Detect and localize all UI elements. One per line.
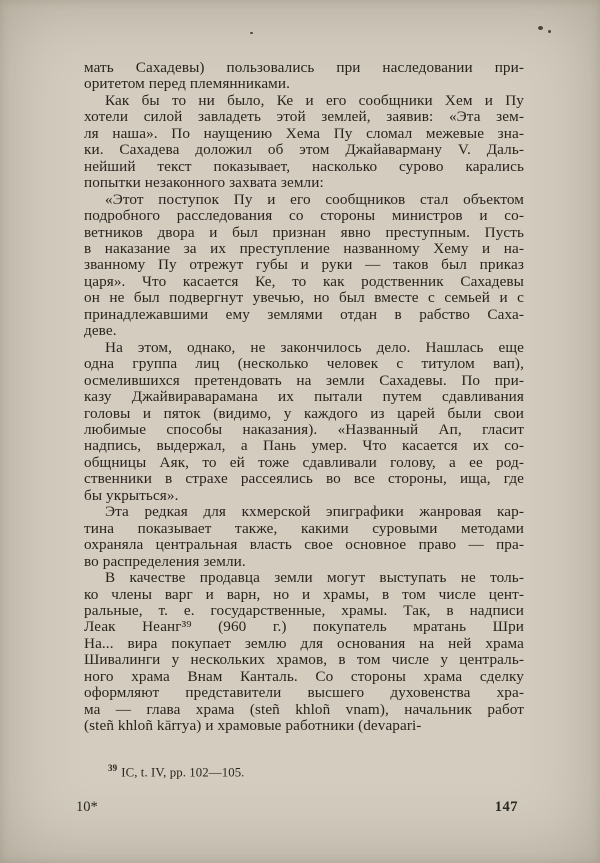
text-line: деве. [84, 322, 117, 340]
text-line: званному Пу отрежут губы и руки — таков был приказ [84, 256, 524, 274]
text-line: охраняла центральная власть свое основное право — пра- [84, 536, 524, 554]
text-line: казу Джайвираварамана их пытали путем сдавливания [84, 388, 524, 406]
text-block [84, 60, 524, 735]
text-line: царя». Что касается Ке, то как родственник Сахадевы [84, 272, 524, 290]
text-line: ного храма Внам Канталь. Со стороны храма сделку [84, 667, 524, 685]
text-line: тина показывает также, какими суровыми методами [84, 519, 524, 537]
text-line: Леак Неанг³⁹ (960 г.) покупатель мратань Шри [84, 618, 524, 636]
text-line: На... вира покупает землю для основания на ней храма [84, 634, 524, 652]
text-line: ки. Сахадева доложил об этом Джайаварману V. Даль- [84, 141, 524, 159]
text-line: (steñ khloñ kārrya) и храмовые работники (devapari- [84, 717, 422, 735]
text-line: Как бы то ни было, Ке и его сообщники Хем и Пу [105, 91, 524, 109]
footnote-marker: 39 [108, 763, 118, 773]
scan-artifact [250, 32, 253, 34]
signature-mark: 10* [76, 799, 98, 815]
text-line: ля наша». По наущению Хема Пу сломал межевые зна- [84, 124, 524, 142]
text-line: ко члены варг и варн, но и храмы, в том числе цент- [84, 585, 524, 603]
text-line: в наказание за их преступление названному Хему и на- [84, 239, 524, 257]
text-line: мать Сахадевы) пользовались при наследовании при- [84, 59, 524, 76]
text-line: ственники в страхе рассеялись во все стороны, ища, где [84, 470, 524, 488]
text-line: бы укрыться». [84, 486, 179, 504]
text-line: Шивалинги у нескольких храмов, в том числе у централь- [84, 651, 524, 669]
page-footer [76, 799, 518, 816]
text-line: ма — глава храма (steñ khloñ vnam), начальник работ [84, 700, 524, 718]
text-line: одна группа лиц (несколько человек с титулом вап), [84, 355, 524, 373]
text-line: хотели силой завладеть этой землей, заявив: «Эта зем- [84, 108, 524, 126]
text-line: оформляют представители высшего духовенства хра- [84, 684, 524, 702]
footnote-text: IC, t. IV, pp. 102—105. [121, 765, 245, 780]
text-line: оритетом перед племянниками. [84, 75, 291, 93]
text-line: общницы Аяк, то ей тоже сдавливали голову, а ее род- [84, 453, 524, 471]
footnote-line [108, 763, 524, 780]
text-line: ральные, т. е. государственные, храмы. Так, в надписи [84, 601, 524, 619]
scan-artifact [538, 26, 543, 30]
text-line: ветников двора и был признан явно преступным. Пусть [84, 223, 524, 241]
text-line: попытки незаконного захвата земли: [84, 174, 324, 192]
text-line: Эта редкая для кхмерской эпиграфики жанровая кар- [105, 503, 524, 521]
footnote [84, 763, 524, 780]
text-line: На этом, однако, не закончилось дело. Нашлась еще [105, 338, 524, 356]
text-line: подробного расследования со стороны министров и со- [84, 207, 524, 225]
text-line: В качестве продавца земли могут выступать не толь- [105, 569, 524, 587]
text-line: нейший текст показывает, насколько сурово карались [84, 157, 524, 175]
text-line: головы и пяток (видимо, у каждого из царей были свои [84, 404, 524, 422]
text-line: во распределения земли. [84, 552, 246, 570]
text-line: принадлежавшими ему землями отдан в рабство Саха- [84, 305, 524, 323]
text-line: «Этот поступок Пу и его сообщников стал объектом [105, 190, 524, 208]
text-line: любимые способы наказания). «Названный Ап, гласит [84, 420, 524, 438]
text-line: осмелившихся претендовать на земли Сахадевы. По при- [84, 371, 524, 389]
scan-artifact [548, 30, 551, 33]
text-line: он не был подвергнут увечью, но был вместе с семьей и с [84, 289, 524, 307]
page-number: 147 [494, 799, 518, 815]
text-line: надпись, выдержал, а Пань умер. Что касается их со- [84, 437, 524, 455]
